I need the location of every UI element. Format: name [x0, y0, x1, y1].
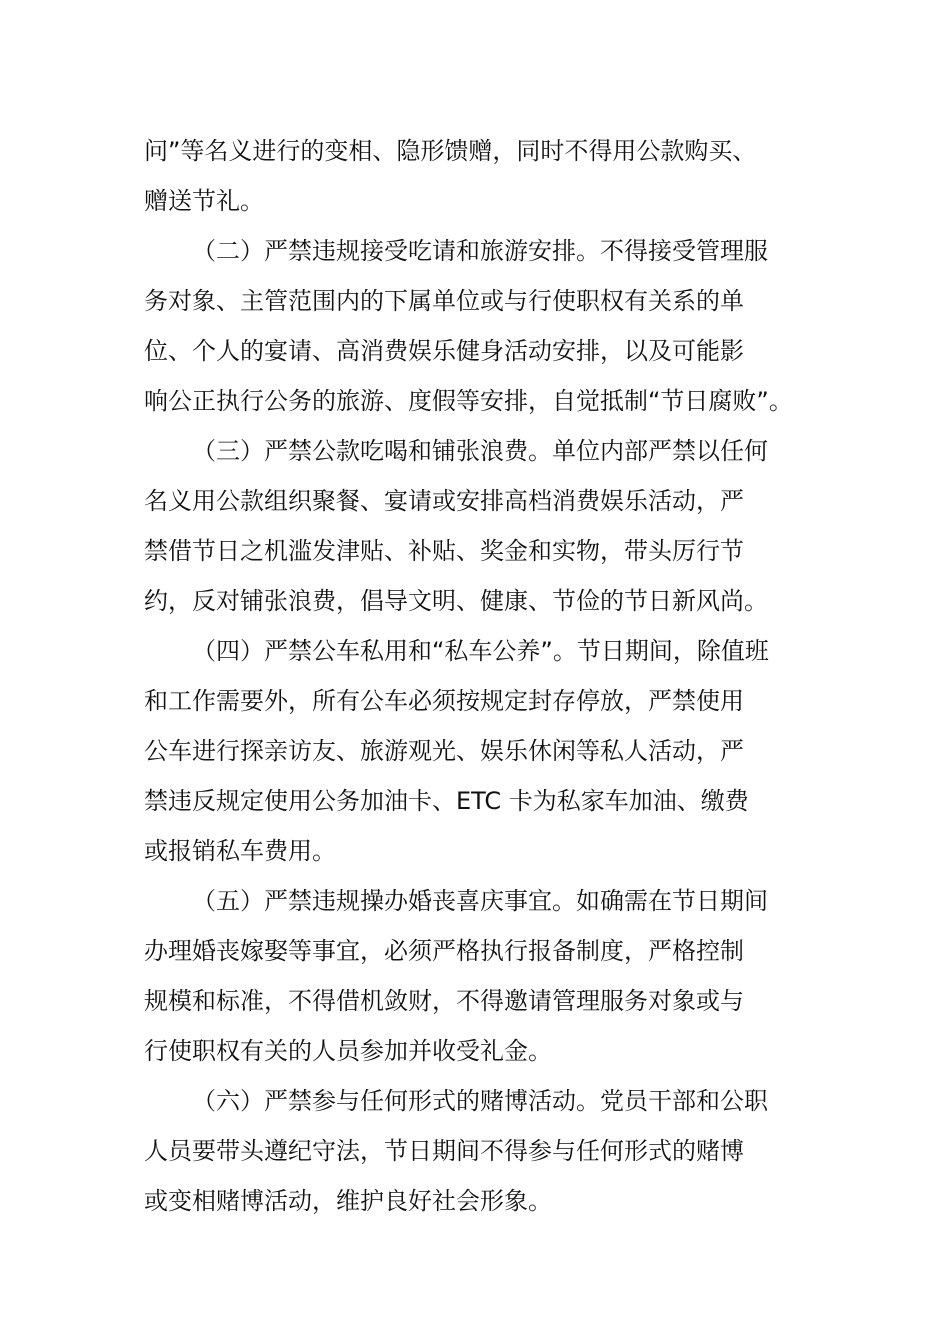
text-line: 响公正执行公务的旅游、度假等安排，自觉抵制“节日腐败”。: [144, 387, 793, 415]
text-line: 赠送节礼。: [144, 187, 264, 215]
text-line: 禁违反规定使用公务加油卡、ETC 卡为私家车加油、缴费: [144, 787, 749, 815]
section-heading-line: （五）严禁违规操办婚丧喜庆事宜。如确需在节日期间: [192, 887, 768, 915]
text-line: 行使职权有关的人员参加并收受礼金。: [144, 1037, 552, 1065]
text-line: 务对象、主管范围内的下属单位或与行使职权有关系的单: [144, 287, 744, 315]
text-line: 位、个人的宴请、高消费娱乐健身活动安排，以及可能影: [144, 337, 744, 365]
text-line: 人员要带头遵纪守法，节日期间不得参与任何形式的赌博: [144, 1137, 744, 1165]
section-heading-line: （二）严禁违规接受吃请和旅游安排。不得接受管理服: [192, 237, 768, 265]
text-line: 或变相赌博活动，维护良好社会形象。: [144, 1187, 552, 1215]
text-line: 公车进行探亲访友、旅游观光、娱乐休闲等私人活动，严: [144, 737, 744, 765]
text-line: 或报销私车费用。: [144, 837, 336, 865]
text-line: 禁借节日之机滥发津贴、补贴、奖金和实物，带头厉行节: [144, 537, 744, 565]
section-heading-line: （三）严禁公款吃喝和铺张浪费。单位内部严禁以任何: [192, 437, 768, 465]
section-heading-line: （四）严禁公车私用和“私车公养”。节日期间，除值班: [192, 637, 769, 665]
text-line: 和工作需要外，所有公车必须按规定封存停放，严禁使用: [144, 687, 744, 715]
document-body: [144, 126, 824, 1226]
text-line: 名义用公款组织聚餐、宴请或安排高档消费娱乐活动，严: [144, 487, 744, 515]
text-line: 办理婚丧嫁娶等事宜，必须严格执行报备制度，严格控制: [144, 937, 744, 965]
text-line: 约，反对铺张浪费，倡导文明、健康、节俭的节日新风尚。: [144, 587, 768, 615]
section-heading-line: （六）严禁参与任何形式的赌博活动。党员干部和公职: [192, 1087, 768, 1115]
text-line: 规模和标准，不得借机敛财，不得邀请管理服务对象或与: [144, 987, 744, 1015]
text-line: 问”等名义进行的变相、隐形馈赠，同时不得用公款购买、: [144, 137, 757, 165]
